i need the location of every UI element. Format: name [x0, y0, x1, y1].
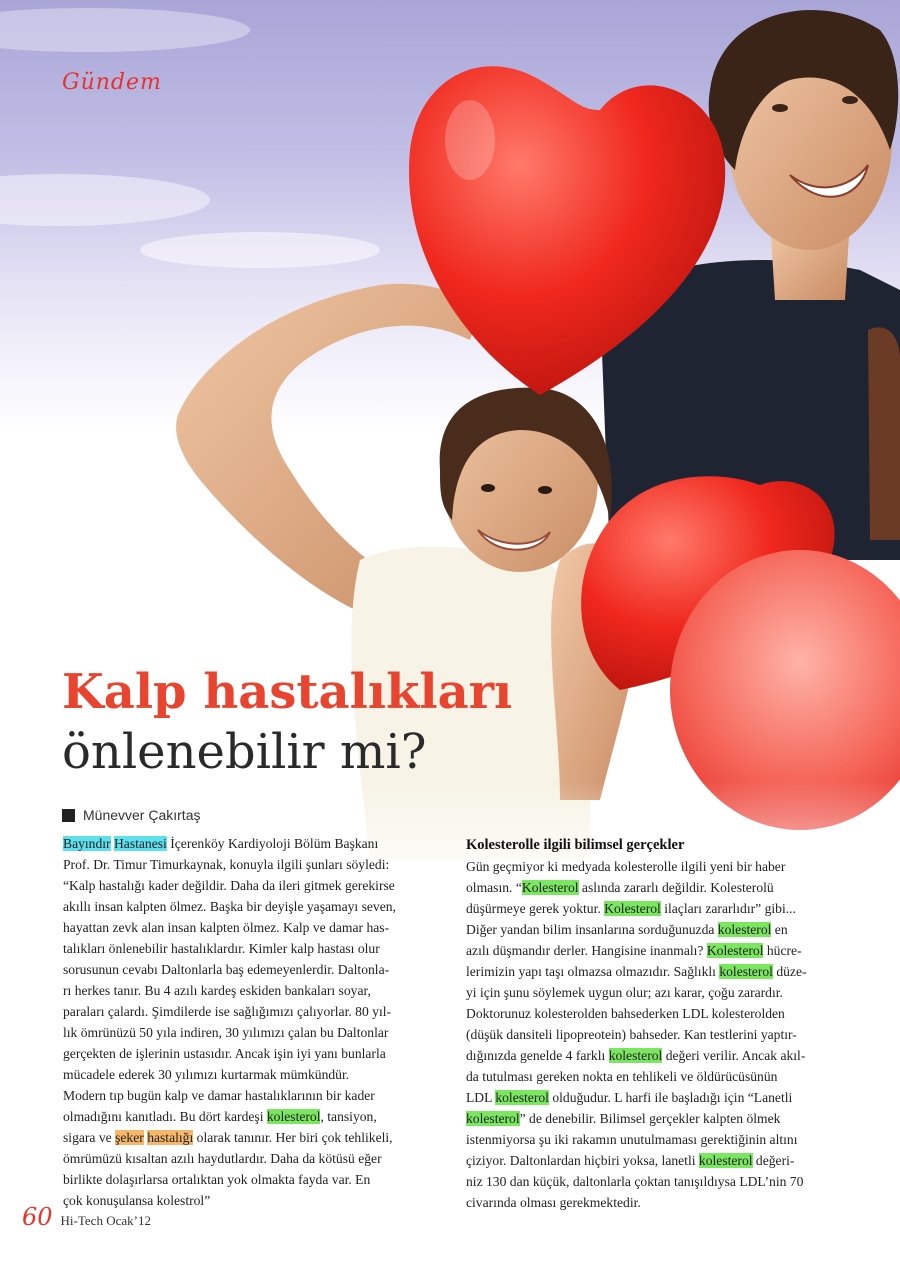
text-segment: dığınızda genelde 4 farklı	[466, 1048, 609, 1063]
highlighted-term: kolesterol	[266, 1109, 321, 1124]
column-2-heading: Kolesterolle ilgili bilimsel gerçekler	[466, 837, 685, 853]
text-line	[63, 833, 446, 854]
text-line	[63, 959, 446, 980]
text-segment: “Kalp hastalığı kader değildir. Daha da ileri gitmek gerekirse	[63, 878, 395, 893]
text-segment: istenmiyorsa şu iki rakamın unutulmaması gerektiğinin altını	[466, 1132, 798, 1147]
text-segment: lerimizin yapı taşı olmazsa olmazıdır. Sağlıklı	[466, 964, 720, 979]
text-segment: çok konuşulansa kolestrol”	[63, 1193, 211, 1208]
highlighted-term: Hastanesi	[113, 836, 167, 851]
page-number: 60	[22, 1203, 53, 1231]
text-line	[466, 940, 856, 961]
highlighted-term: kolesterol	[466, 1111, 520, 1126]
highlighted-term: kolesterol	[719, 964, 773, 979]
text-segment: olarak tanınır. Her biri çok tehlikeli,	[193, 1130, 393, 1145]
byline-square-icon	[62, 809, 75, 822]
text-line	[63, 875, 446, 896]
text-segment: Modern tıp bugün kalp ve damar hastalıklarının bir kader	[63, 1088, 375, 1103]
text-segment: olduğudur. L harfi ile başladığı için “Lanetli	[548, 1090, 793, 1105]
text-segment: , tansiyon,	[320, 1109, 377, 1124]
text-line	[466, 1129, 856, 1150]
text-segment: ilaçları zararlıdır” gibi...	[660, 901, 796, 916]
text-line	[466, 877, 856, 898]
text-segment: paraları çalardı. Şimdilerde ise sağlığımızı çalıyorlar. 80 yıl-	[63, 1004, 392, 1019]
text-segment: talıkları önlenebilir hastalıklardır. Kimler kalp hastası olur	[63, 941, 380, 956]
text-line	[466, 1087, 856, 1108]
text-segment: hücre-	[763, 943, 802, 958]
text-segment: olmasın. “	[466, 880, 522, 895]
text-line	[466, 1024, 856, 1045]
author-byline	[62, 807, 200, 823]
text-line	[63, 896, 446, 917]
page-footer	[22, 1203, 151, 1231]
text-line	[466, 1150, 856, 1171]
text-line	[466, 1192, 856, 1213]
text-segment: lık ömrünüzü 50 yıla indiren, 30 yılımızı çalan bu Daltonlar	[63, 1025, 389, 1040]
article-column-2	[466, 835, 856, 1213]
text-segment: olmadığını kanıtladı. Bu dört kardeşi	[63, 1109, 267, 1124]
highlighted-term: şeker	[115, 1130, 144, 1145]
text-segment: Prof. Dr. Timur Timurkaynak, konuyla ilgili şunları söyledi:	[63, 857, 390, 872]
text-line	[63, 1148, 446, 1169]
text-segment: rı herkes tanır. Bu 4 azılı kardeş eskiden bankaları soyar,	[63, 983, 371, 998]
highlighted-term: hastalığı	[147, 1130, 194, 1145]
text-segment: LDL	[466, 1090, 496, 1105]
text-line	[63, 938, 446, 959]
text-segment: düze-	[772, 964, 807, 979]
text-line	[466, 1171, 856, 1192]
text-line	[466, 1066, 856, 1087]
highlighted-term: kolesterol	[698, 1153, 753, 1168]
highlighted-term: kolesterol	[717, 922, 772, 937]
text-line	[63, 1106, 446, 1127]
magazine-issue: Hi-Tech Ocak’12	[60, 1213, 151, 1228]
text-line	[63, 854, 446, 875]
highlighted-term: Kolesterol	[521, 880, 579, 895]
text-line	[466, 1003, 856, 1024]
text-segment: mücadele ederek 30 yılımızı kurtarmak mümkündür.	[63, 1067, 350, 1082]
text-segment: Doktorunuz kolesterolden bahsederken LDL kolesterolden	[466, 1006, 785, 1021]
text-line	[466, 961, 856, 982]
text-segment: Gün geçmiyor ki medyada kolesterolle ilgili yeni bir haber	[466, 859, 786, 874]
text-segment: gerçekten de işlerinin ustasıdır. Ancak işin iyi yanı bunlarla	[63, 1046, 386, 1061]
text-segment: civarında olması gerekmektedir.	[466, 1195, 641, 1210]
text-segment: niz 130 dan küçük, daltonlarla çoktan tanışıldıysa LDL’nin 70	[466, 1174, 804, 1189]
text-segment: en	[771, 922, 788, 937]
title-line-1: Kalp hastalıkları	[62, 664, 513, 720]
text-segment: Diğer yandan bilim insanlarına sorduğunuzda	[466, 922, 718, 937]
text-segment: birlikte dolaşırlarsa ortalıktan yok olmakta fayda var. En	[63, 1172, 371, 1187]
text-line	[466, 919, 856, 940]
text-segment: sigara ve	[63, 1130, 116, 1145]
text-segment: düşürmeye gerek yoktur.	[466, 901, 605, 916]
text-line	[63, 1085, 446, 1106]
text-segment: akıllı insan kalpten ölmez. Başka bir deyişle yaşamayı seven,	[63, 899, 396, 914]
highlighted-term: Bayındır	[63, 836, 111, 851]
text-segment: sorusunun cevabı Daltonlarla baş edemeyenlerdir. Daltonla-	[63, 962, 390, 977]
author-name: Münevver Çakırtaş	[83, 807, 201, 823]
text-segment: hayattan zevk alan insan kalpten ölmez. Kalp ve damar has-	[63, 920, 390, 935]
text-line	[63, 1022, 446, 1043]
text-line	[63, 980, 446, 1001]
text-line	[63, 1127, 446, 1148]
article-column-1	[63, 833, 446, 1211]
highlighted-term: Kolesterol	[706, 943, 764, 958]
title-line-2: önlenebilir mi?	[62, 724, 427, 780]
text-line	[466, 856, 856, 877]
text-line	[466, 982, 856, 1003]
text-segment: aslında zararlı değildir. Kolesterolü	[578, 880, 774, 895]
text-line	[63, 1064, 446, 1085]
text-line	[63, 917, 446, 938]
text-segment: ” de denebilir. Bilimsel gerçekler kalpten ölmek	[519, 1111, 781, 1126]
text-line	[466, 1045, 856, 1066]
text-segment: (düşük dansiteli lipopreotein) bahseder. Kan testlerini yaptır-	[466, 1027, 797, 1042]
text-segment: değeri-	[752, 1153, 795, 1168]
column-2-body	[466, 856, 856, 1213]
text-line	[63, 1043, 446, 1064]
highlighted-term: Kolesterol	[604, 901, 661, 916]
section-label: Gündem	[62, 70, 162, 95]
text-segment: çiziyor. Daltonlardan hiçbiri yoksa, lanetli	[466, 1153, 699, 1168]
text-segment: İçerenköy Kardiyoloji Bölüm Başkanı	[166, 836, 379, 851]
text-segment: azılı düşmandır derler. Hangisine inanmalı?	[466, 943, 707, 958]
highlighted-term: kolesterol	[495, 1090, 549, 1105]
text-segment: yi için şunu söylemek uygun olur; azı karar, çoğu zarardır.	[466, 985, 783, 1000]
text-segment: ömrümüzü kısaltan azılı haydutlardır. Daha da kötüsü eğer	[63, 1151, 382, 1166]
text-segment: değeri verilir. Ancak akıl-	[662, 1048, 806, 1063]
highlighted-term: kolesterol	[608, 1048, 663, 1063]
text-line	[63, 1169, 446, 1190]
text-segment: da tutulması gereken nokta en tehlikeli ve öldürücüsünün	[466, 1069, 778, 1084]
text-line	[466, 898, 856, 919]
text-line	[466, 1108, 856, 1129]
text-line	[63, 1001, 446, 1022]
